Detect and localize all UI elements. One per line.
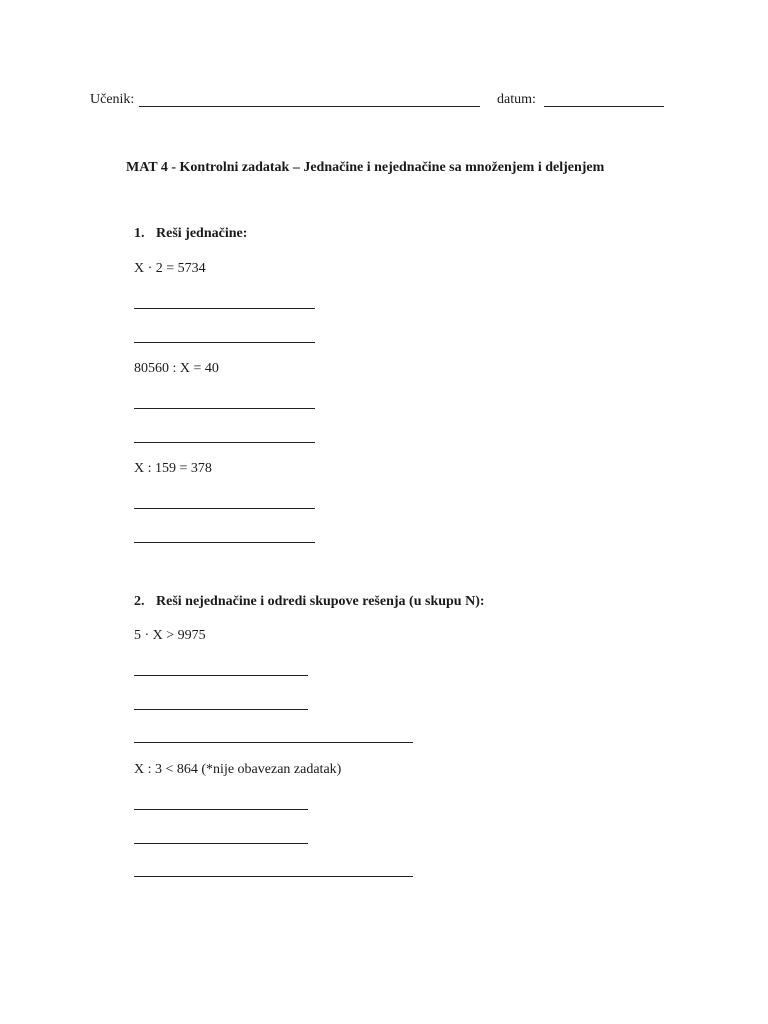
task-2-heading	[134, 594, 485, 610]
task-2-number: 2.	[134, 594, 145, 609]
answer-line[interactable]	[134, 508, 315, 509]
equation-3: X : 159 = 378	[134, 461, 212, 476]
solution-set-line[interactable]	[134, 742, 413, 743]
task-1-text: Reši jednačine:	[156, 226, 248, 241]
solution-set-line[interactable]	[134, 876, 413, 877]
equation-2: 80560 : X = 40	[134, 361, 219, 376]
answer-line[interactable]	[134, 542, 315, 543]
answer-line[interactable]	[134, 809, 308, 810]
date-label: datum:	[497, 92, 536, 107]
answer-line[interactable]	[134, 408, 315, 409]
answer-line[interactable]	[134, 308, 315, 309]
task-2-text: Reši nejednačine i odredi skupove rešenja (u skupu N):	[156, 594, 485, 609]
equation-1: X · 2 = 5734	[134, 261, 206, 276]
page-title: MAT 4 - Kontrolni zadatak – Jednačine i nejednačine sa množenjem i deljenjem	[126, 160, 605, 175]
answer-line[interactable]	[134, 442, 315, 443]
inequality-1: 5 · X > 9975	[134, 628, 206, 643]
student-label: Učenik:	[90, 92, 135, 107]
answer-line[interactable]	[134, 342, 315, 343]
answer-line[interactable]	[134, 675, 308, 676]
date-line[interactable]	[544, 106, 664, 107]
student-name-line[interactable]	[139, 106, 480, 107]
answer-line[interactable]	[134, 709, 308, 710]
task-1-heading	[134, 226, 247, 242]
answer-line[interactable]	[134, 843, 308, 844]
task-1-number: 1.	[134, 226, 145, 241]
inequality-2: X : 3 < 864 (*nije obavezan zadatak)	[134, 762, 342, 777]
